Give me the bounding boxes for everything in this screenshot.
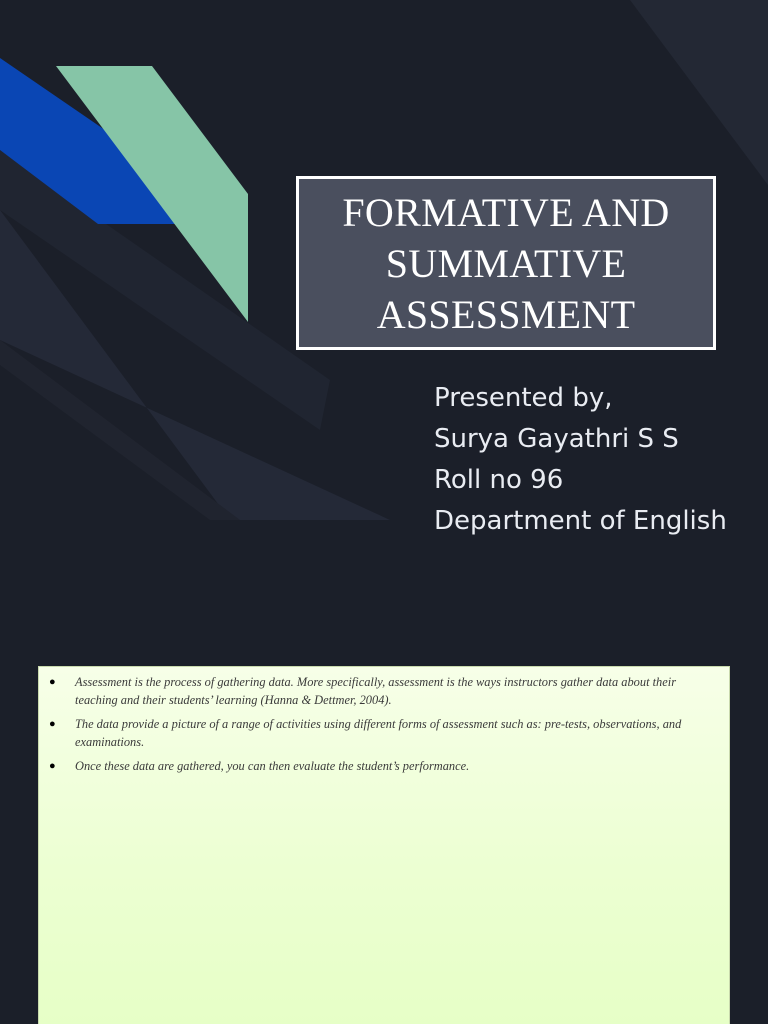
presenter-name: Surya Gayathri S S [434, 424, 679, 454]
note-text: The data provide a picture of a range of activities using different forms of assessment such as: pre-tests, observations, and examinations. [75, 717, 682, 749]
presenter-roll: Roll no 96 [434, 465, 564, 495]
notes-list [47, 673, 719, 775]
list-item [47, 715, 719, 751]
note-text: Assessment is the process of gathering data. More specifically, assessment is the ways instructors gather data about their teaching and their students’ learning (Hanna & Dettmer, 2004). [75, 675, 677, 707]
bullet-icon: ● [49, 676, 56, 688]
bullet-icon: ● [49, 760, 56, 772]
presenter-info [434, 378, 727, 542]
list-item [47, 673, 719, 709]
presenter-department: Department of English [434, 506, 727, 536]
notes-panel [38, 666, 730, 1024]
bullet-icon: ● [49, 718, 56, 730]
presenter-line: Presented by, [434, 383, 613, 413]
dark-band-top-right [630, 0, 768, 185]
slide-title: FORMATIVE AND SUMMATIVE ASSESSMENT [342, 189, 670, 337]
list-item [47, 757, 719, 775]
note-text: Once these data are gathered, you can then evaluate the student’s performance. [75, 759, 470, 773]
dark-band-2 [0, 340, 240, 520]
title-box [296, 176, 716, 350]
